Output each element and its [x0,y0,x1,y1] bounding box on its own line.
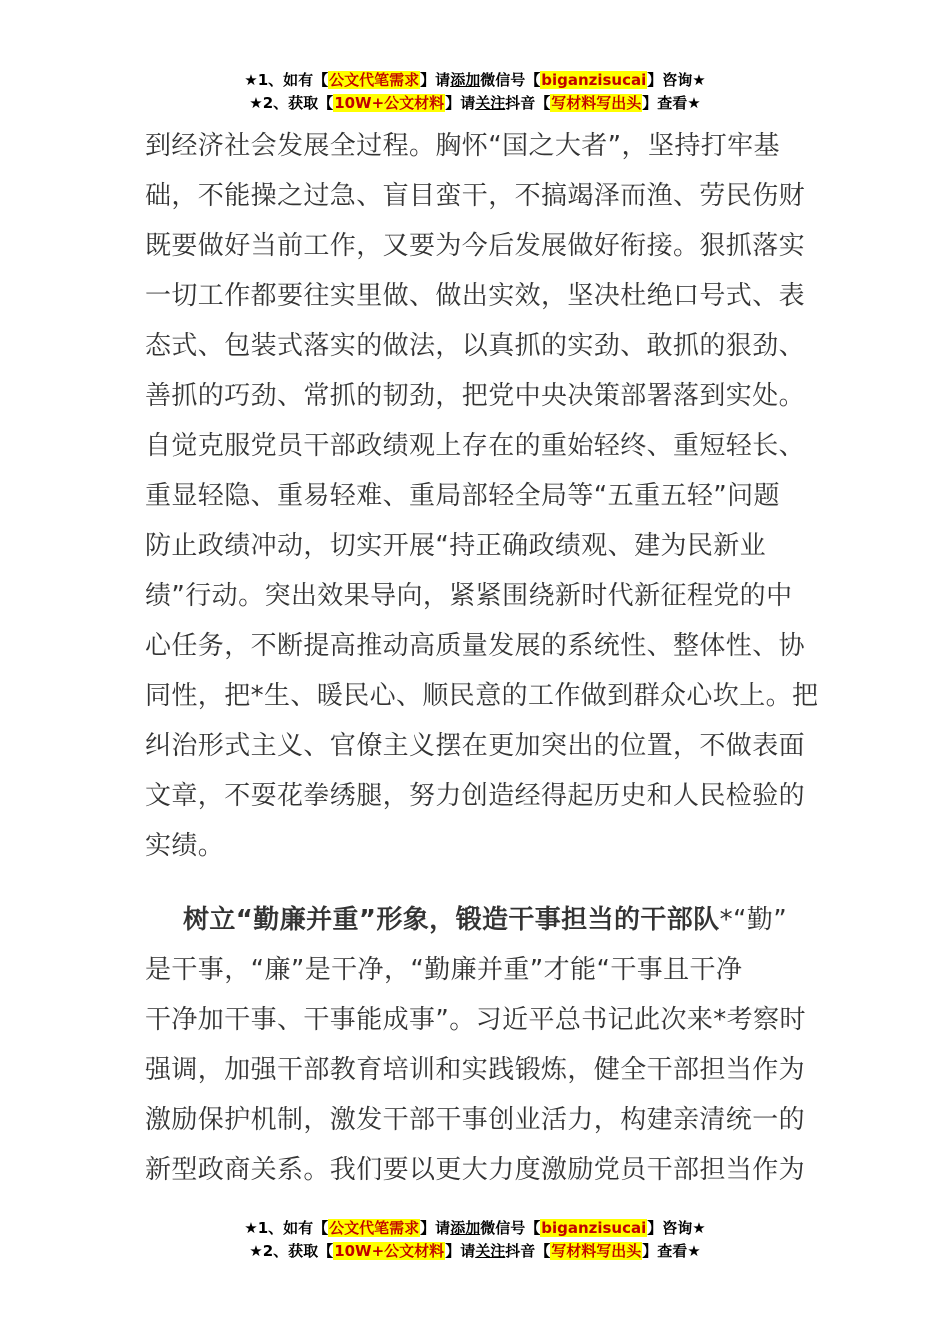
header-banner [0,69,950,115]
banner-line-2: ★2、获取【10W+公文材料】请关注抖音【写材料写出头】查看★ [249,1242,701,1260]
highlight-service: 公文代笔需求 [329,71,420,89]
paragraph-1: 到经济社会发展全过程。胸怀“国之大者”，坚持打牢基 础，不能操之过急、盲目蛮干，不搞竭泽而渔、劳民伤财 既要做好当前工作，又要为今后发展做好衔接。狠抓落实 一切工作都要往实里做、做出实效，坚决杜绝口号式、表 态式、包装式落实的做法，以真抓的实劲、敢抓的狠劲、 善抓的巧劲、常抓的韧劲，把党中央决策部署落到实处。 自觉克服党员干部政绩观上存在的重始轻终、重短轻长、 重显轻隐、重易轻难、重局部轻全局等“五重五轻”问题 防止政绩冲动，切实开展“持正确政绩观、建为民新业 绩”行动。突出效果导向，紧紧围绕新时代新征程党的中 心任务，不断提高推动高质量发展的系统性、整体性、协 同性，把*生、暖民心、顺民意的工作做到群众心坎上。把 纠治形式主义、官僚主义摆在更加突出的位置，不做表面 文章，不耍花拳绣腿，努力创造经得起历史和人民检验的 实绩。 [145,131,819,861]
banner-line-1: ★1、如有【公文代笔需求】请添加微信号【biganzisucai】咨询★ [244,1219,706,1237]
paragraph-2: 树立“勤廉并重”形象，锻造干事担当的干部队*“勤” 是干事，“廉”是干净，“勤廉并重”才能“干事且干净 干净加干事、干事能成事”。习近平总书记此次来*考察时 强调，加强干部教育培训和实践锻炼，健全干部担当作为 激励保护机制，激发干部干事创业活力，构建亲清统一的 新型政商关系。我们要以更大力度激励党员干部担当作为 [145,895,807,1195]
highlight-materials: 10W+公文材料 [334,94,445,112]
section-heading: 树立“勤廉并重”形象，锻造干事担当的干部队 [183,905,720,935]
highlight-materials: 10W+公文材料 [334,1242,445,1260]
highlight-douyin: 写材料写出头 [551,1242,642,1260]
document-body [145,121,819,1195]
paragraph-gap [145,871,807,895]
highlight-wechat-id: biganzisucai [541,71,647,89]
banner-line-1: ★1、如有【公文代笔需求】请添加微信号【biganzisucai】咨询★ [244,71,706,89]
footer-banner [0,1217,950,1263]
highlight-douyin: 写材料写出头 [551,94,642,112]
banner-line-2: ★2、获取【10W+公文材料】请关注抖音【写材料写出头】查看★ [249,94,701,112]
highlight-wechat-id: biganzisucai [541,1219,647,1237]
paragraph-2-first-line: 树立“勤廉并重”形象，锻造干事担当的干部队*“勤” [183,905,788,935]
highlight-service: 公文代笔需求 [329,1219,420,1237]
